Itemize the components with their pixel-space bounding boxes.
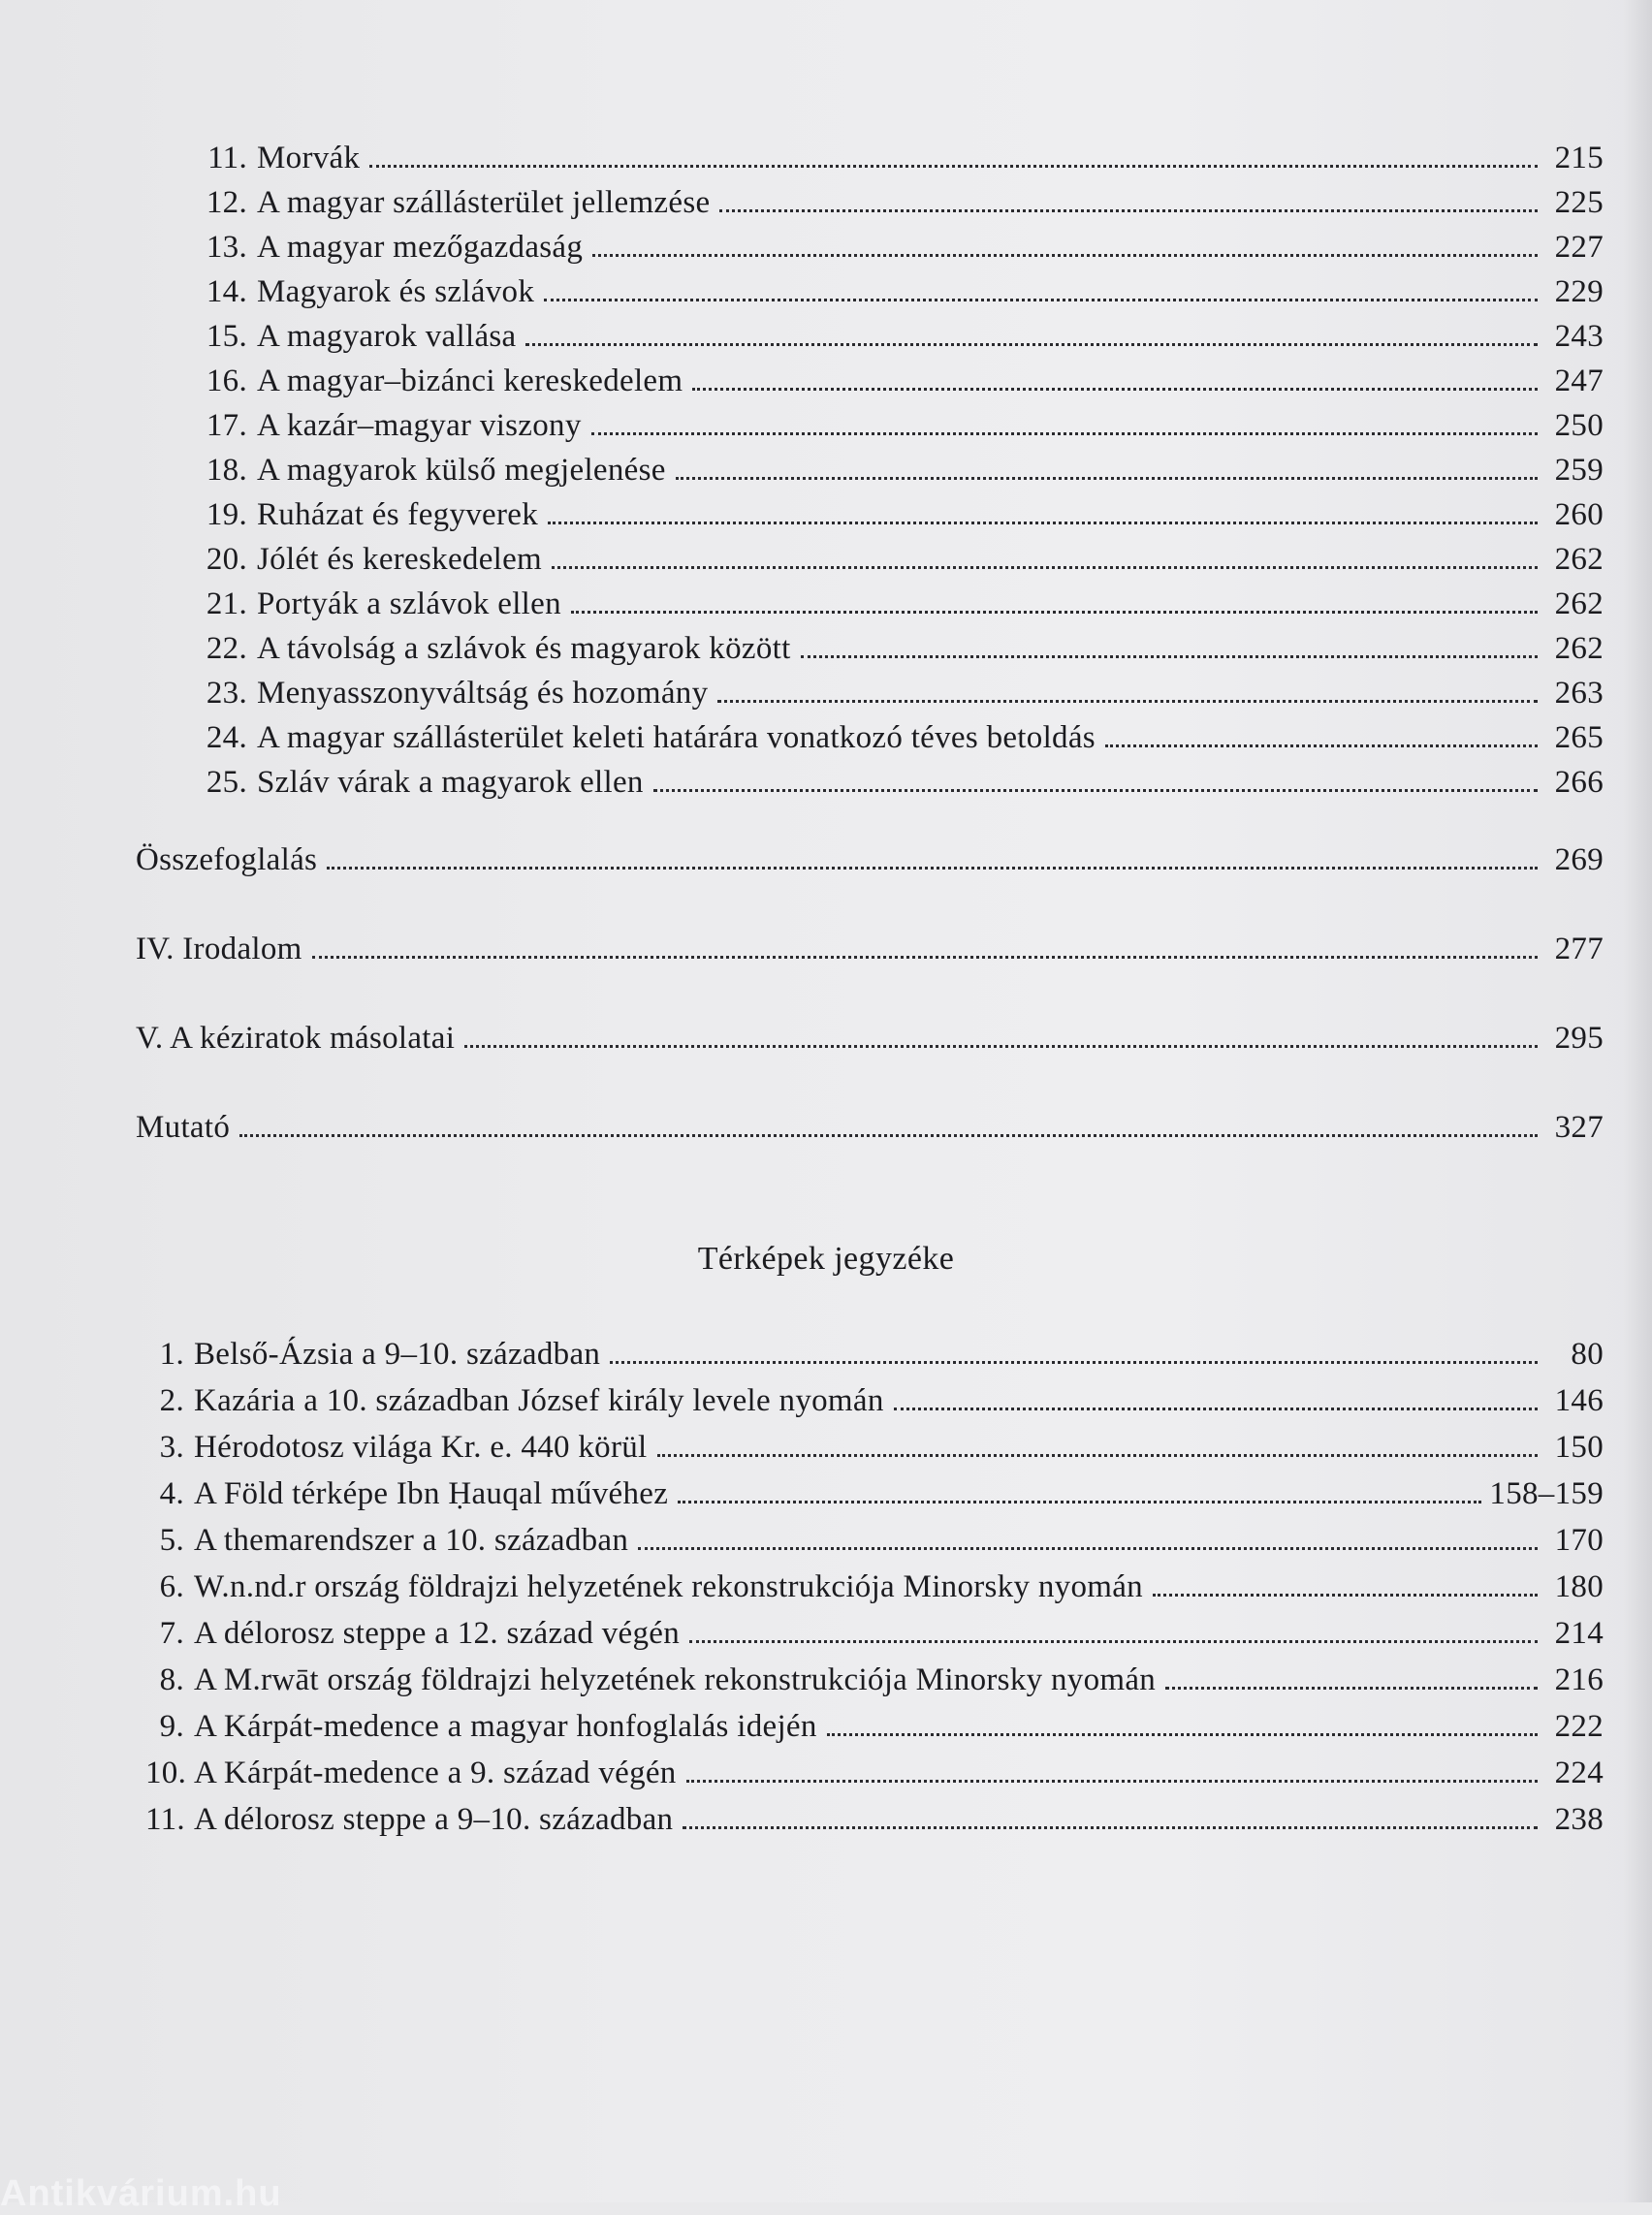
toc-entry	[199, 539, 1604, 580]
entry-page: 265	[1554, 720, 1604, 755]
entry-page: 243	[1554, 319, 1604, 354]
dot-leader	[638, 1547, 1538, 1550]
entry-page: 146	[1554, 1383, 1604, 1418]
dot-leader	[239, 1134, 1538, 1137]
dot-leader	[692, 388, 1538, 391]
entry-number: 21.	[206, 586, 247, 621]
map-entry	[145, 1799, 1604, 1840]
watermark: Antikvárium.hu	[0, 2173, 282, 2214]
entry-page: 227	[1554, 230, 1604, 265]
entry-page: 262	[1554, 542, 1604, 577]
toc-entry	[199, 673, 1604, 713]
entry-number: 12.	[206, 185, 247, 220]
dot-leader	[610, 1361, 1538, 1364]
entry-title: A kazár–magyar viszony	[257, 408, 582, 443]
entry-title: Belső-Ázsia a 9–10. században	[194, 1337, 601, 1372]
entry-number: 1.	[159, 1337, 184, 1372]
dot-leader	[1105, 744, 1538, 747]
entry-number: 13.	[206, 230, 247, 265]
dot-leader	[525, 343, 1538, 346]
toc-entry	[199, 762, 1604, 803]
dot-leader	[327, 867, 1538, 870]
map-entry	[145, 1706, 1604, 1747]
entry-number: 15.	[206, 319, 247, 354]
map-entry	[145, 1566, 1604, 1607]
entry-number: 14.	[206, 274, 247, 309]
entry-page: 327	[1554, 1110, 1604, 1145]
entry-page: 259	[1554, 453, 1604, 488]
entry-page: 216	[1554, 1662, 1604, 1697]
dot-leader	[686, 1780, 1538, 1783]
map-entry	[145, 1380, 1604, 1421]
toc-entry	[199, 271, 1604, 312]
dot-leader	[592, 254, 1538, 257]
dot-leader	[657, 1454, 1538, 1457]
toc-entry	[199, 494, 1604, 535]
page-edge-shadow	[1623, 0, 1652, 2202]
dot-leader	[312, 956, 1538, 959]
entry-page: 262	[1554, 586, 1604, 621]
dot-leader	[552, 566, 1538, 569]
entry-number: 18.	[206, 453, 247, 488]
entry-title: Hérodotosz világa Kr. e. 440 körül	[194, 1430, 648, 1465]
toc-entry	[199, 450, 1604, 490]
entry-page: 180	[1554, 1569, 1604, 1604]
toc-entry	[199, 405, 1604, 446]
toc-entry	[199, 361, 1604, 401]
entry-page: 263	[1554, 676, 1604, 711]
toc-entry-main	[136, 1107, 1604, 1148]
toc-entry-main	[136, 839, 1604, 880]
dot-leader	[548, 522, 1538, 524]
dot-leader	[1165, 1687, 1538, 1690]
entry-page: 222	[1554, 1709, 1604, 1744]
entry-title: Szláv várak a magyarok ellen	[257, 765, 644, 800]
entry-page: 150	[1554, 1430, 1604, 1465]
entry-title: A Kárpát-medence a magyar honfoglalás idején	[194, 1709, 817, 1744]
entry-number: 6.	[159, 1569, 184, 1604]
entry-page: 224	[1554, 1756, 1604, 1790]
dot-leader	[801, 655, 1538, 658]
map-entry	[145, 1660, 1604, 1700]
toc-entry	[199, 227, 1604, 268]
dot-leader	[683, 1826, 1538, 1829]
dot-leader	[544, 299, 1538, 301]
entry-title: A délorosz steppe a 9–10. században	[194, 1802, 674, 1837]
entry-title: A themarendszer a 10. században	[194, 1523, 629, 1558]
entry-title: IV. Irodalom	[136, 932, 302, 966]
entry-number: 11.	[207, 141, 247, 175]
entry-page: 269	[1554, 842, 1604, 877]
map-entry	[145, 1334, 1604, 1375]
entry-title: A magyar szállásterület jellemzése	[257, 185, 711, 220]
dot-leader	[464, 1045, 1538, 1048]
entry-number: 16.	[206, 364, 247, 398]
entry-title: A magyarok külső megjelenése	[257, 453, 666, 488]
entry-number: 9.	[159, 1709, 184, 1744]
entry-title: Ruházat és fegyverek	[257, 497, 539, 532]
toc-entry	[199, 628, 1604, 669]
dot-leader	[894, 1408, 1538, 1410]
entry-page: 214	[1554, 1616, 1604, 1651]
entry-page: 247	[1554, 364, 1604, 398]
entry-page: 215	[1554, 141, 1604, 175]
entry-number: 2.	[159, 1383, 184, 1418]
entry-number: 23.	[206, 676, 247, 711]
entry-number: 3.	[159, 1430, 184, 1465]
entry-title: A magyar szállásterület keleti határára vonatkozó téves betoldás	[257, 720, 1096, 755]
entry-number: 10.	[145, 1756, 187, 1790]
toc-entry	[199, 584, 1604, 624]
map-entry	[145, 1753, 1604, 1793]
entry-title: Kazária a 10. században József király levele nyomán	[194, 1383, 884, 1418]
entry-page: 250	[1554, 408, 1604, 443]
entry-page: 229	[1554, 274, 1604, 309]
entry-number: 22.	[206, 631, 247, 666]
entry-page: 277	[1554, 932, 1604, 966]
entry-title: A magyarok vallása	[257, 319, 517, 354]
entry-title: A délorosz steppe a 12. század végén	[194, 1616, 681, 1651]
maps-heading: Térképek jegyzéke	[697, 1241, 955, 1277]
entry-number: 11.	[145, 1802, 185, 1837]
entry-title: W.n.nd.r ország földrajzi helyzetének rekonstrukciója Minorsky nyomán	[194, 1569, 1143, 1604]
entry-page: 266	[1554, 765, 1604, 800]
entry-number: 5.	[159, 1523, 184, 1558]
entry-title: A M.rwāt ország földrajzi helyzetének rekonstrukciója Minorsky nyomán	[194, 1662, 1157, 1697]
entry-page: 170	[1554, 1523, 1604, 1558]
entry-number: 4.	[159, 1476, 184, 1511]
entry-page: 80	[1571, 1337, 1604, 1372]
toc-entry	[199, 138, 1604, 178]
entry-title: Jólét és kereskedelem	[257, 542, 543, 577]
dot-leader	[827, 1733, 1538, 1736]
entry-page: 262	[1554, 631, 1604, 666]
entry-page: 238	[1554, 1802, 1604, 1837]
entry-title: Magyarok és szlávok	[257, 274, 535, 309]
entry-number: 7.	[159, 1616, 184, 1651]
toc-entry-main	[136, 929, 1604, 969]
entry-page: 295	[1554, 1021, 1604, 1056]
dot-leader	[1153, 1594, 1538, 1597]
entry-title: Összefoglalás	[136, 842, 318, 877]
dot-leader	[591, 432, 1538, 435]
entry-title: Morvák	[257, 141, 361, 175]
entry-number: 8.	[159, 1662, 184, 1697]
entry-title: A Föld térképe Ibn Ḥauqal művéhez	[194, 1476, 669, 1511]
entry-number: 24.	[206, 720, 247, 755]
dot-leader	[717, 700, 1538, 703]
entry-title: Portyák a szlávok ellen	[257, 586, 561, 621]
map-entry	[145, 1473, 1604, 1514]
toc-entry	[199, 182, 1604, 223]
toc-entry-main	[136, 1018, 1604, 1059]
dot-leader	[571, 611, 1538, 614]
toc-entry	[199, 717, 1604, 758]
entry-number: 25.	[206, 765, 247, 800]
map-entry	[145, 1427, 1604, 1468]
entry-number: 19.	[206, 497, 247, 532]
dot-leader	[689, 1640, 1538, 1643]
entry-title: Mutató	[136, 1110, 231, 1145]
entry-title: V. A kéziratok másolatai	[136, 1021, 456, 1056]
entry-number: 17.	[206, 408, 247, 443]
entry-title: A távolság a szlávok és magyarok között	[257, 631, 791, 666]
map-entry	[145, 1613, 1604, 1654]
entry-page: 158–159	[1489, 1476, 1604, 1511]
entry-title: A Kárpát-medence a 9. század végén	[194, 1756, 677, 1790]
dot-leader	[653, 789, 1538, 792]
entry-title: Menyasszonyváltság és hozomány	[257, 676, 709, 711]
entry-number: 20.	[206, 542, 247, 577]
dot-leader	[719, 209, 1538, 212]
entry-title: A magyar mezőgazdaság	[257, 230, 584, 265]
dot-leader	[676, 477, 1538, 480]
dot-leader	[678, 1501, 1481, 1503]
toc-entry	[199, 316, 1604, 357]
map-entry	[145, 1520, 1604, 1561]
entry-page: 225	[1554, 185, 1604, 220]
entry-title: A magyar–bizánci kereskedelem	[257, 364, 683, 398]
entry-page: 260	[1554, 497, 1604, 532]
dot-leader	[369, 165, 1538, 168]
